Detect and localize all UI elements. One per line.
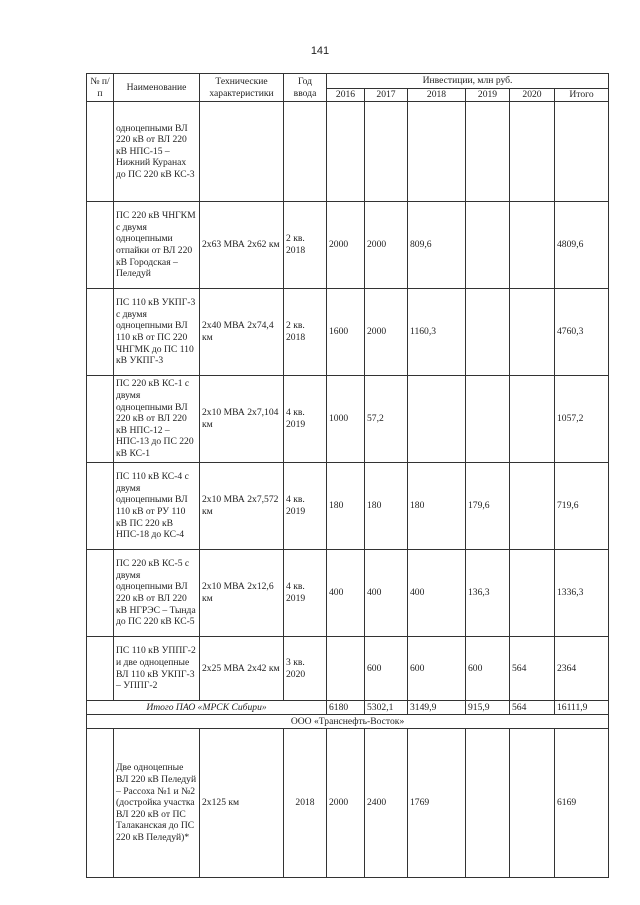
- subtotal-row: [87, 701, 609, 715]
- subtotal-2020: 564: [510, 701, 555, 715]
- row-tech: 2х10 МВА 2х7,104 км: [200, 376, 284, 463]
- header-investments: Инвестиции, млн руб.: [327, 74, 609, 89]
- row-value-total: 4809,6: [555, 202, 609, 289]
- row-name: ПС 220 кВ КС-1 с двумя одноцепными ВЛ 220 кВ от ВЛ 220 кВ НПС-12 – НПС-13 до ПС 220 кВ КС-1: [114, 376, 200, 463]
- row-value-2020: [510, 102, 555, 202]
- row-value-2018: [408, 376, 466, 463]
- table-row: [87, 102, 609, 202]
- row-value-2017: [365, 102, 408, 202]
- table-row: [87, 637, 609, 701]
- row-name: одноцепными ВЛ 220 кВ от ВЛ 220 кВ НПС-15 – Нижний Куранах до ПС 220 кВ КС-3: [114, 102, 200, 202]
- row-value-2020: [510, 289, 555, 376]
- subtotal-label: Итого ПАО «МРСК Сибири»: [87, 701, 327, 715]
- row-value-2018: 600: [408, 637, 466, 701]
- row-num: [87, 102, 114, 202]
- row-value-total: [555, 102, 609, 202]
- header-year-2020: 2020: [510, 89, 555, 102]
- row-value-2018: 1769: [408, 729, 466, 878]
- row-value-2020: [510, 729, 555, 878]
- row-tech: 2х10 МВА 2х12,6 км: [200, 550, 284, 637]
- row-value-2016: 180: [327, 463, 365, 550]
- row-value-2017: 180: [365, 463, 408, 550]
- row-tech: 2х40 МВА 2х74,4 км: [200, 289, 284, 376]
- subtotal-2017: 5302,1: [365, 701, 408, 715]
- row-value-2016: [327, 102, 365, 202]
- row-name: ПС 110 кВ УППГ-2 и две одноцепные ВЛ 110 кВ УКПГ-3 – УППГ-2: [114, 637, 200, 701]
- row-year: 2 кв. 2018: [284, 289, 327, 376]
- row-value-2020: [510, 463, 555, 550]
- row-year: [284, 102, 327, 202]
- header-name: Наименование: [114, 74, 200, 102]
- row-name: ПС 110 кВ КС-4 с двумя одноцепными ВЛ 110 кВ от РУ 110 кВ ПС 220 кВ НПС-18 до КС-4: [114, 463, 200, 550]
- investment-table: [86, 73, 609, 878]
- row-value-2018: 809,6: [408, 202, 466, 289]
- row-value-2019: 136,3: [466, 550, 510, 637]
- row-value-2016: [327, 637, 365, 701]
- row-num: [87, 289, 114, 376]
- row-value-2016: 2000: [327, 729, 365, 878]
- row-value-total: 6169: [555, 729, 609, 878]
- row-value-total: 1057,2: [555, 376, 609, 463]
- row-value-2019: [466, 202, 510, 289]
- row-name: ПС 220 кВ ЧНГКМ с двумя одноцепными отпайки от ВЛ 220 кВ Городская – Пеледуй: [114, 202, 200, 289]
- header-tech: Технические характеристики: [200, 74, 284, 102]
- row-year: 4 кв. 2019: [284, 376, 327, 463]
- table-row: [87, 202, 609, 289]
- subtotal-2019: 915,9: [466, 701, 510, 715]
- header-year-2018: 2018: [408, 89, 466, 102]
- row-value-2017: 600: [365, 637, 408, 701]
- row-value-2017: 2000: [365, 202, 408, 289]
- row-value-2019: [466, 376, 510, 463]
- row-value-total: 1336,3: [555, 550, 609, 637]
- row-value-2020: 564: [510, 637, 555, 701]
- row-value-2019: [466, 102, 510, 202]
- row-value-2017: 2000: [365, 289, 408, 376]
- subtotal-total: 16111,9: [555, 701, 609, 715]
- row-value-2018: 1160,3: [408, 289, 466, 376]
- row-tech: 2х125 км: [200, 729, 284, 878]
- row-name: ПС 220 кВ КС-5 с двумя одноцепными ВЛ 220 кВ от ВЛ 220 кВ НГРЭС – Тында до ПС 220 кВ КС-5: [114, 550, 200, 637]
- header-num: № п/п: [87, 74, 114, 102]
- header-year-2017: 2017: [365, 89, 408, 102]
- row-value-2016: 400: [327, 550, 365, 637]
- row-num: [87, 202, 114, 289]
- table-row: [87, 463, 609, 550]
- header-year-2016: 2016: [327, 89, 365, 102]
- subtotal-2018: 3149,9: [408, 701, 466, 715]
- row-value-total: 4760,3: [555, 289, 609, 376]
- row-value-2017: 2400: [365, 729, 408, 878]
- row-tech: 2х63 МВА 2х62 км: [200, 202, 284, 289]
- org-header: ООО «Транснефть-Восток»: [87, 715, 609, 729]
- row-tech: [200, 102, 284, 202]
- row-year: 2018: [284, 729, 327, 878]
- row-value-2018: 180: [408, 463, 466, 550]
- row-value-2018: [408, 102, 466, 202]
- row-value-2019: 600: [466, 637, 510, 701]
- row-value-2020: [510, 550, 555, 637]
- row-year: 4 кв. 2019: [284, 463, 327, 550]
- table-row: [87, 729, 609, 878]
- table-row: [87, 550, 609, 637]
- row-value-2019: 179,6: [466, 463, 510, 550]
- row-value-2018: 400: [408, 550, 466, 637]
- row-year: 2 кв. 2018: [284, 202, 327, 289]
- row-num: [87, 376, 114, 463]
- header-total: Итого: [555, 89, 609, 102]
- row-name: ПС 110 кВ УКПГ-3 с двумя одноцепными ВЛ 110 кВ от ПС 220 ЧНГМК до ПС 110 кВ УКПГ-3: [114, 289, 200, 376]
- row-name: Две одноцепные ВЛ 220 кВ Пеледуй – Рассоха №1 и №2 (достройка участка ВЛ 220 кВ от ПС Талаканская до ПС 220 кВ Пеледуй)*: [114, 729, 200, 878]
- row-value-2016: 1000: [327, 376, 365, 463]
- row-tech: 2х10 МВА 2х7,572 км: [200, 463, 284, 550]
- row-value-2019: [466, 289, 510, 376]
- row-value-2020: [510, 376, 555, 463]
- row-value-2016: 1600: [327, 289, 365, 376]
- row-year: 4 кв. 2019: [284, 550, 327, 637]
- table-row: [87, 289, 609, 376]
- header-year: Год ввода: [284, 74, 327, 102]
- table-row: [87, 376, 609, 463]
- row-value-2017: 57,2: [365, 376, 408, 463]
- subtotal-2016: 6180: [327, 701, 365, 715]
- row-value-total: 2364: [555, 637, 609, 701]
- row-value-2016: 2000: [327, 202, 365, 289]
- org-header-row: [87, 715, 609, 729]
- row-value-2019: [466, 729, 510, 878]
- row-tech: 2х25 МВА 2х42 км: [200, 637, 284, 701]
- header-year-2019: 2019: [466, 89, 510, 102]
- row-year: 3 кв. 2020: [284, 637, 327, 701]
- row-num: [87, 637, 114, 701]
- row-num: [87, 463, 114, 550]
- row-value-total: 719,6: [555, 463, 609, 550]
- row-value-2020: [510, 202, 555, 289]
- row-num: [87, 729, 114, 878]
- page-number: 141: [310, 45, 330, 57]
- row-value-2017: 400: [365, 550, 408, 637]
- row-num: [87, 550, 114, 637]
